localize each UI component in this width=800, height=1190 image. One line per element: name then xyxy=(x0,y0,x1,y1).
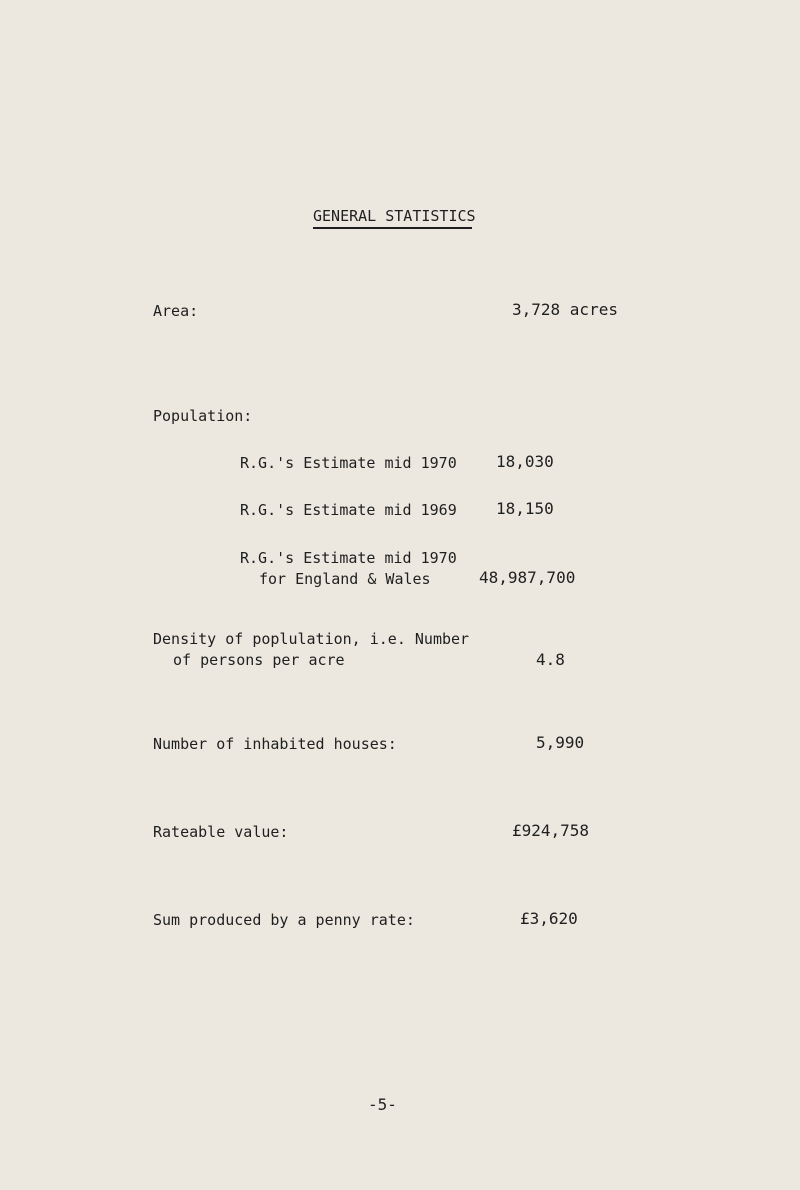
density-label: Density of poplulation, i.e. Number xyxy=(153,630,470,648)
houses-label: Number of inhabited houses: xyxy=(153,735,397,753)
population-row-value: 48,987,700 xyxy=(479,568,576,587)
population-row-label: R.G.'s Estimate mid 1969 xyxy=(240,501,457,519)
density-value: 4.8 xyxy=(536,650,565,669)
rateable-label: Rateable value: xyxy=(153,823,289,841)
population-row-label-cont: for England & Wales xyxy=(259,570,431,588)
penny-rate-label: Sum produced by a penny rate: xyxy=(153,911,415,929)
population-row-label: R.G.'s Estimate mid 1970 xyxy=(240,454,457,472)
population-row-value: 18,030 xyxy=(496,452,554,471)
population-row-value: 18,150 xyxy=(496,499,554,518)
population-row-label: R.G.'s Estimate mid 1970 xyxy=(240,549,457,567)
houses-value: 5,990 xyxy=(536,733,585,752)
population-heading: Population: xyxy=(153,407,253,425)
page-title: GENERAL STATISTICS xyxy=(313,207,476,225)
penny-rate-value: £3,620 xyxy=(520,909,578,928)
page-number: -5- xyxy=(368,1095,397,1114)
area-value: 3,728 acres xyxy=(512,300,618,319)
title-underline xyxy=(313,227,472,229)
density-label-cont: of persons per acre xyxy=(173,651,345,669)
rateable-value: £924,758 xyxy=(512,821,590,840)
area-label: Area: xyxy=(153,302,199,320)
